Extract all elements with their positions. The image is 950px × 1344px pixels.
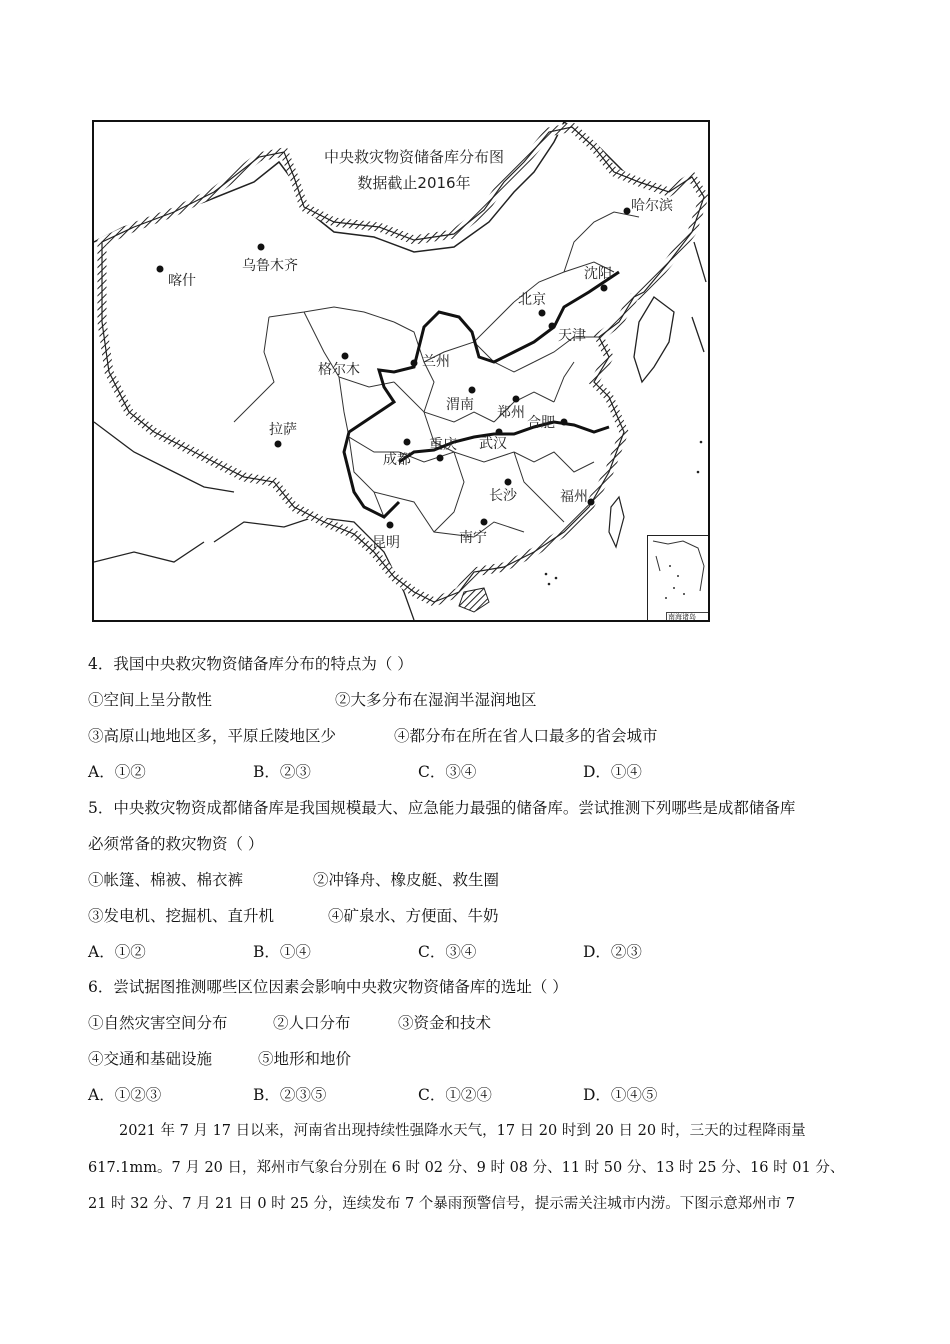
dot-weinan <box>469 387 476 394</box>
q6-stem: 6．尝试据图推测哪些区位因素会影响中央救灾物资储备库的选址（ ） <box>88 978 568 996</box>
q6-statement-2: ②人口分布 <box>273 1014 351 1032</box>
map-title <box>294 144 534 196</box>
city-label-lanzhou: 兰州 <box>422 354 450 370</box>
dot-chengdu <box>404 439 411 446</box>
city-label-golmud: 格尔木 <box>318 362 360 378</box>
dot-urumqi <box>258 244 265 251</box>
city-label-urumqi: 乌鲁木齐 <box>242 258 298 274</box>
city-label-kunming: 昆明 <box>372 535 400 551</box>
q5-option-c[interactable]: C．③④ <box>418 943 477 961</box>
city-label-lhasa: 拉萨 <box>269 422 297 438</box>
city-label-wuhan: 武汉 <box>479 436 507 452</box>
q5-option-a[interactable]: A．①② <box>88 943 146 961</box>
q5-option-d[interactable]: D．②③ <box>583 943 642 961</box>
taiwan-island <box>609 497 624 547</box>
city-label-tianjin: 天津 <box>558 328 586 344</box>
dot-harbin <box>624 208 631 215</box>
korea-coast <box>634 297 674 382</box>
dot-beijing <box>539 310 546 317</box>
q6-option-a[interactable]: A．①②③ <box>88 1086 162 1104</box>
map-title-line1: 中央救灾物资储备库分布图 <box>323 148 504 166</box>
city-label-kashgar: 喀什 <box>168 273 196 289</box>
q5-option-b[interactable]: B．①④ <box>253 943 311 961</box>
city-label-chongqing: 重庆 <box>429 437 457 453</box>
passage-line-3: 21 时 32 分、7 月 21 日 0 时 25 分，连续发布 7 个暴雨预警信号，提示需关注城市内涝。下图示意郑州市 7 <box>88 1196 796 1212</box>
q6-statement-4: ④交通和基础设施 <box>88 1050 213 1068</box>
inset-outline <box>648 536 709 621</box>
dot-lanzhou <box>411 360 418 367</box>
q6-option-b[interactable]: B．②③⑤ <box>253 1086 327 1104</box>
q4-statement-4: ④都分布在所在省人口最多的省会城市 <box>394 727 658 745</box>
q4-statement-3: ③高原山地地区多，平原丘陵地区少 <box>88 727 337 745</box>
map-title-line2: 数据截止2016年 <box>357 174 471 192</box>
q5-statement-4: ④矿泉水、方便面、牛奶 <box>328 907 499 925</box>
city-label-beijing: 北京 <box>518 292 546 308</box>
q4-option-d[interactable]: D．①④ <box>583 763 642 781</box>
city-label-hefei: 合肥 <box>527 415 555 431</box>
q4-option-a[interactable]: A．①② <box>88 763 146 781</box>
q6-option-d[interactable]: D．①④⑤ <box>583 1086 658 1104</box>
q6-statement-1: ①自然灾害空间分布 <box>88 1014 228 1032</box>
q6-statement-3: ③资金和技术 <box>398 1014 492 1032</box>
dot-kunming <box>387 522 394 529</box>
dot-kashgar <box>157 266 164 273</box>
dot-fuzhou <box>588 499 595 506</box>
q4-stem: 4．我国中央救灾物资储备库分布的特点为（ ） <box>88 655 413 673</box>
inset-label: 南海诸岛 <box>666 612 710 622</box>
city-label-changsha: 长沙 <box>489 488 517 504</box>
dot-nanning <box>481 519 488 526</box>
storage-distribution-map <box>92 120 710 622</box>
q5-statement-2: ②冲锋舟、橡皮艇、救生圈 <box>313 871 500 889</box>
dot-lhasa <box>275 441 282 448</box>
precipitation-line-400mm <box>344 272 619 517</box>
q5-statement-1: ①帐篷、棉被、棉衣裤 <box>88 871 244 889</box>
passage-line-1: 2021 年 7 月 17 日以来，河南省出现持续性强降水天气，17 日 20 时到 20 日 20 时，三天的过程降雨量 <box>119 1123 806 1139</box>
china-outline-map <box>94 122 708 620</box>
q4-statement-2: ②大多分布在湿润半湿润地区 <box>335 691 537 709</box>
south-china-sea-inset <box>647 535 710 622</box>
q4-option-b[interactable]: B．②③ <box>253 763 311 781</box>
city-dots <box>157 208 631 529</box>
city-label-harbin: 哈尔滨 <box>631 198 673 214</box>
dot-shenyang <box>601 285 608 292</box>
q6-option-c[interactable]: C．①②④ <box>418 1086 492 1104</box>
dot-hefei <box>561 419 568 426</box>
city-label-shenyang: 沈阳 <box>584 266 612 282</box>
city-label-fuzhou: 福州 <box>560 489 588 505</box>
southeast-asia-coast <box>94 517 414 620</box>
city-label-chengdu: 成都 <box>383 452 411 468</box>
q5-stem-line1: 5．中央救灾物资成都储备库是我国规模最大、应急能力最强的储备库。尝试推测下列哪些是成都储备库 <box>88 799 796 817</box>
city-label-zhengzhou: 郑州 <box>497 405 525 421</box>
q5-stem-line2: 必须常备的救灾物资（ ） <box>88 835 264 853</box>
q4-statement-1: ①空间上呈分散性 <box>88 691 213 709</box>
dot-chongqing <box>437 455 444 462</box>
city-label-nanning: 南宁 <box>459 530 487 546</box>
national-border-hatch <box>102 127 704 602</box>
japan-coast <box>692 242 706 352</box>
dot-tianjin <box>549 323 556 330</box>
q5-statement-3: ③发电机、挖掘机、直升机 <box>88 907 275 925</box>
q6-statement-5: ⑤地形和地价 <box>258 1050 352 1068</box>
passage-line-2: 617.1mm。7 月 20 日，郑州市气象台分别在 6 时 02 分、9 时 08 分、11 时 50 分、13 时 25 分、16 时 01 分、 <box>88 1160 845 1176</box>
q4-option-c[interactable]: C．③④ <box>418 763 477 781</box>
city-label-weinan: 渭南 <box>446 397 474 413</box>
